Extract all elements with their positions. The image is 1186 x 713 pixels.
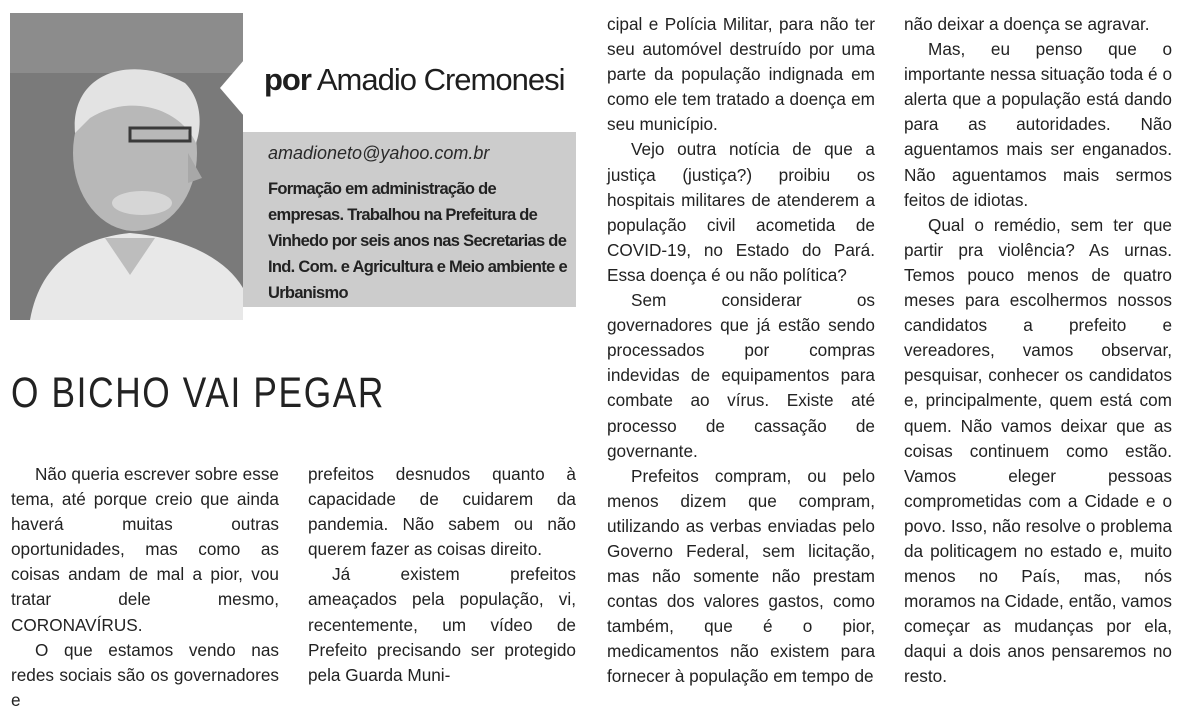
article-paragraph: Mas, eu penso que o importante nessa situação toda é o alerta que a população está dando para as autoridades. Não aguentamos mais ser enganados. Não aguentamos mais sermos feitos de idiotas. bbox=[904, 39, 1172, 210]
article-paragraph: não deixar a doença se agravar. bbox=[904, 14, 1150, 34]
author-name: Amadio Cremonesi bbox=[316, 62, 565, 97]
author-bio: Formação em administração de empresas. Trabalhou na Prefeitura de Vinhedo por seis anos nas Secretarias de Ind. Com. e Agricultura e Meio ambiente e Urbanismo bbox=[268, 180, 567, 302]
author-email: amadioneto@yahoo.com.br bbox=[268, 143, 490, 163]
article-paragraph: prefeitos desnudos quanto à capacidade de cuidarem da pandemia. Não sabem ou não querem fazer as coisas direito. bbox=[308, 464, 576, 560]
article-paragraph: Não queria escrever sobre esse tema, até porque creio que ainda haverá muitas outras oportunidades, mas como as coisas andam de mal a pior, vou tratar dele mesmo, CORONAVÍRUS. bbox=[11, 464, 279, 635]
article-paragraph: cipal e Polícia Militar, para não ter seu automóvel destruído por uma parte da população indignada em como ele tem tratado a doença em seu município. bbox=[607, 14, 875, 135]
article-column-1 bbox=[11, 462, 279, 713]
author-portrait-image bbox=[10, 13, 243, 320]
article-paragraph: Vejo outra notícia de que a justiça (justiça?) proibiu os hospitais militares de atenderem a população civil acometida de COVID-19, no Estado do Pará. Essa doença é ou não política? bbox=[607, 139, 875, 285]
article-column-2 bbox=[308, 462, 576, 688]
author-byline bbox=[264, 62, 564, 98]
article-column-3 bbox=[607, 12, 875, 690]
article-headline: O BICHO VAI PEGAR bbox=[11, 369, 386, 417]
author-photo bbox=[10, 13, 243, 320]
article-paragraph: Qual o remédio, sem ter que partir pra violência? As urnas. Temos pouco menos de quatro meses para escolhermos nossos candidatos a prefeito e vereadores, vamos observar, pesquisar, conhecer os candidatos e, principalmente, quem está com quem. Não vamos deixar que as coisas continuem como estão. Vamos eleger pessoas comprometidas com a Cidade e o povo. Isso, não resolve o problema da politicagem no estado e, muito menos no País, mas, nós moramos na Cidade, então, vamos começar as mudanças por ela, daqui a dois anos pensaremos no resto. bbox=[904, 214, 1172, 687]
article-paragraph: Já existem prefeitos ameaçados pela população, vi, recentemente, um vídeo de Prefeito precisando ser protegido pela Guarda Muni- bbox=[308, 564, 576, 685]
byline-prefix: por bbox=[264, 62, 311, 97]
article-column-4 bbox=[904, 12, 1172, 690]
byline-pointer bbox=[220, 60, 244, 116]
article-paragraph: O que estamos vendo nas redes sociais são os governadores e bbox=[11, 639, 279, 710]
article-paragraph: Sem considerar os governadores que já estão sendo processados por compras indevidas de equipamentos para combate ao vírus. Existe até processo de cassação de governante. bbox=[607, 290, 875, 461]
article-paragraph: Prefeitos compram, ou pelo menos dizem que compram, utilizando as verbas enviadas pelo Governo Federal, sem licitação, mas não somente não prestam contas dos valores gastos, como também, que é o pior, medicamentos não existem para fornecer à população em tempo de bbox=[607, 465, 875, 687]
